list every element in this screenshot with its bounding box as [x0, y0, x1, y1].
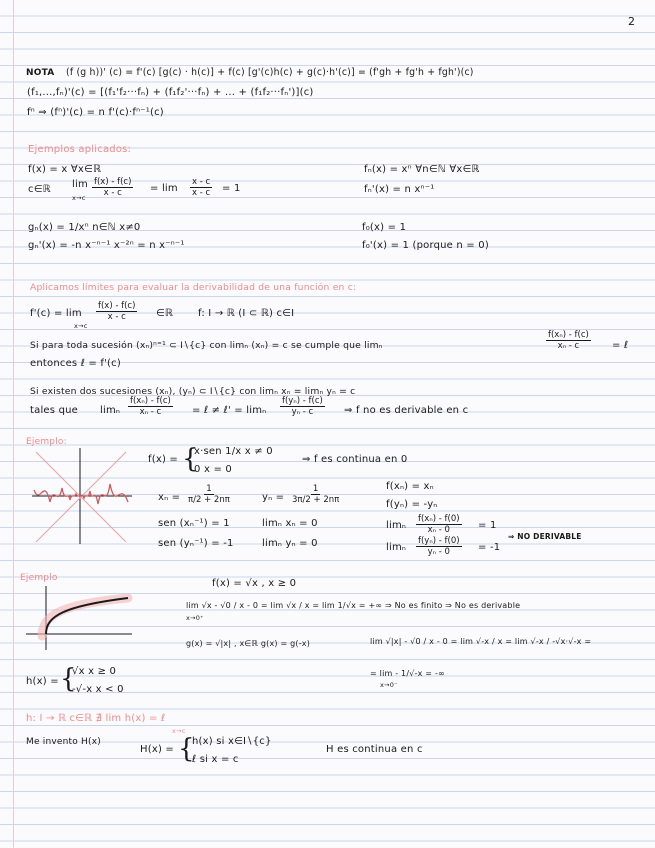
H-label: H(x) = [140, 744, 174, 755]
gn-def: gₙ(x) = 1/xⁿ n∈ℕ x≠0 [28, 222, 141, 233]
entonces: entonces ℓ = f'(c) [30, 358, 121, 369]
fn-prime: fₙ'(x) = n xⁿ⁻¹ [364, 184, 435, 195]
eq-one: = 1 [222, 183, 241, 194]
lim-xn: limₙ xₙ = 0 [262, 518, 318, 529]
f-identity-def: f(x) = x ∀x∈ℝ [28, 164, 102, 175]
ejemplo-2-title: Ejemplo [20, 573, 58, 583]
fprime-sub: x→c [74, 322, 88, 330]
nota-line-1: (f (g h))' (c) = f'(c) [g(c) · h(c)] + f(c) [g'(c)h(c) + g(c)·h'(c)] = (f'gh + fg'h + fgh')(c) [66, 67, 474, 78]
nota-line-2: (f₁,...,fₙ)'(c) = [(f₁'f₂···fₙ) + (f₁f₂'···fₙ) + ... + (f₁f₂···fₙ')](c) [27, 87, 314, 98]
h-line: h: I → ℝ c∈ℝ ∄ lim h(x) = ℓ [26, 713, 166, 724]
f0-def: f₀(x) = 1 [362, 222, 407, 233]
ejemplos-title: Ejemplos aplicados: [28, 144, 132, 155]
H-case-1: h(x) si x∈I∖{c} [192, 736, 272, 747]
g-limit-2-sub: x→0⁻ [380, 681, 398, 689]
sen-xn: sen (xₙ⁻¹) = 1 [158, 518, 230, 529]
sqrt-limit-sub: x→0⁺ [186, 614, 204, 622]
f-sqrt-def: f(x) = √x , x ≥ 0 [212, 578, 297, 589]
yn-label: yₙ = [262, 492, 285, 503]
lim-a-quotient: $\frac{\text{f(xₙ) - f(0)}}{\text{xₙ - 0}}$ [418, 514, 460, 535]
ejemplo-1-title: Ejemplo: [26, 437, 67, 447]
lim-yn: limₙ yₙ = 0 [262, 538, 318, 549]
me-invento: Me invento H(x) [26, 737, 101, 747]
h-brace: { [60, 664, 77, 694]
lim-a: limₙ [386, 520, 407, 531]
f1-case-2: 0 x = 0 [194, 464, 232, 475]
xn-label: xₙ = [158, 492, 181, 503]
lim-b-quotient: $\frac{\text{f(yₙ) - f(0)}}{\text{yₙ - 0}}$ [418, 536, 460, 557]
sqrt-graph [24, 584, 134, 652]
H-brace: { [178, 734, 195, 764]
difference-quotient-1: $\frac{f(x) - f(c)}{x - c}$ [94, 177, 132, 198]
sucesion-quotient: $\frac{\text{f(xₙ) - f(c)}}{\text{xₙ - c}}$ [548, 330, 589, 351]
g-limit-2: = lim - 1/√-x = -∞ [370, 669, 445, 678]
tales-quotient-1: $\frac{\text{f(xₙ) - f(c)}}{\text{xₙ - c}}$ [130, 396, 171, 417]
f0-prime: f₀'(x) = 1 (porque n = 0) [362, 240, 489, 251]
tales-conclusion: ⇒ f no es derivable en c [344, 405, 469, 416]
difference-quotient-2: $\frac{x - c}{x - c}$ [192, 177, 211, 198]
f1-case-1: x·sen 1/x x ≠ 0 [194, 446, 273, 457]
H-continua: H es continua en c [326, 744, 423, 755]
eq-lim: = lim [150, 183, 178, 194]
sucesion-result: = ℓ [612, 340, 629, 351]
f-yn: f(yₙ) = -yₙ [386, 499, 438, 510]
f1-def-label: f(x) = [148, 454, 178, 465]
continua-note: ⇒ f es continua en 0 [302, 454, 408, 465]
gn-prime: gₙ'(x) = -n x⁻ⁿ⁻¹ x⁻²ⁿ = n x⁻ⁿ⁻¹ [28, 240, 185, 251]
fprime-quotient: $\frac{f(x) - f(c)}{x - c}$ [98, 301, 136, 322]
lim-1: lim [72, 179, 88, 190]
nota-line-3: fⁿ ⇒ (fⁿ)'(c) = n f'(c)·fⁿ⁻¹(c) [27, 107, 164, 118]
tales-quotient-2: $\frac{\text{f(yₙ) - f(c)}}{\text{yₙ - c}}$ [282, 396, 323, 417]
tales-mid: = ℓ ≠ ℓ' = limₙ [192, 405, 267, 416]
c-in-r: c∈ℝ [28, 184, 51, 195]
fprime-def: f'(c) = lim [30, 308, 82, 319]
sqrt-limit: lim √x - √0 / x - 0 = lim √x / x = lim 1/√x = +∞ ⇒ No es finito ⇒ No es derivable [186, 601, 521, 610]
g-limit: lim √|x| - √0 / x - 0 = lim √-x / x = lim √-x / -√x·√-x = [370, 637, 592, 646]
tales-que: tales que [30, 405, 79, 416]
H-case-2: ℓ si x = c [192, 754, 239, 765]
f1-brace: { [182, 444, 199, 474]
lim-a-result: = 1 [478, 520, 497, 531]
lim-b-result: = -1 [478, 542, 501, 553]
x-sin-graph [30, 446, 134, 546]
sen-yn: sen (yₙ⁻¹) = -1 [158, 538, 234, 549]
xn-frac: $\frac{1}{\pi/2 + 2n\pi}$ [188, 484, 230, 505]
f-xn: f(xₙ) = xₙ [386, 481, 434, 492]
h-case-2: -√-x x < 0 [72, 684, 124, 695]
lim-1-sub: x→c [72, 194, 86, 202]
map-def: f: I → ℝ (I ⊂ ℝ) c∈I [198, 308, 295, 319]
aplicamos-title: Aplicamos límites para evaluar la derivabilidad de una función en c: [30, 282, 357, 293]
lim-b: limₙ [386, 542, 407, 553]
g-def: g(x) = √|x| , x∈ℝ g(x) = g(-x) [186, 639, 311, 648]
page-number: 2 [628, 15, 636, 28]
existen-statement: Si existen dos sucesiones (xₙ), (yₙ) ⊂ I∖{c} con limₙ xₙ = limₙ yₙ = c [30, 386, 356, 397]
nota-label: NOTA [26, 68, 55, 78]
fn-def: fₙ(x) = xⁿ ∀n∈ℕ ∀x∈ℝ [364, 164, 480, 175]
h-case-1: √x x ≥ 0 [72, 666, 117, 677]
in-r: ∈ℝ [156, 308, 174, 319]
h-line-sub: x→c [172, 727, 186, 735]
sucesion-statement: Si para toda sucesión (xₙ)ⁿ⁼¹ ⊂ I∖{c} con limₙ (xₙ) = c se cumple que limₙ [30, 340, 383, 351]
yn-frac: $\frac{1}{3\pi/2 + 2n\pi}$ [292, 484, 340, 505]
tales-lim: limₙ [100, 405, 121, 416]
no-derivable-note: ⇒ NO DERIVABLE [508, 532, 582, 541]
h-def-label: h(x) = [26, 676, 59, 687]
